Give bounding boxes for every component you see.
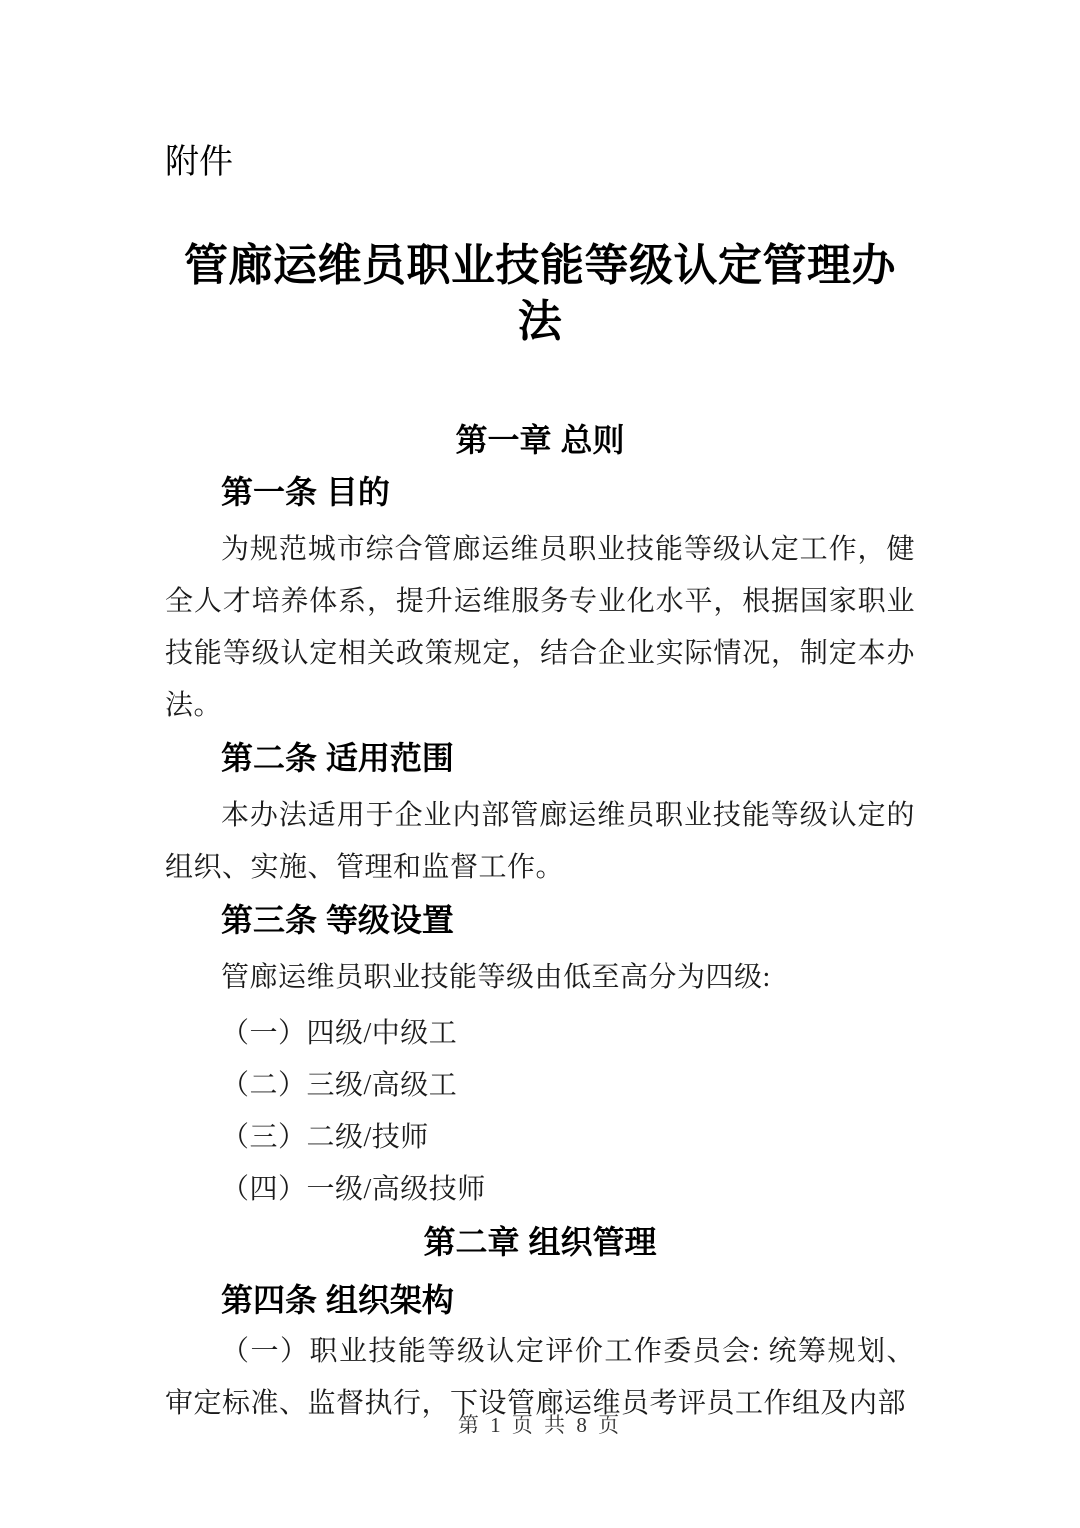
article-4-paragraph: （一）职业技能等级认定评价工作委员会: 统筹规划、审定标准、监督执行，下设管廊运维员考评员工作组及内部	[165, 1336, 915, 1419]
attachment-label: 附件	[165, 143, 233, 181]
article-1-paragraph: 为规范城市综合管廊运维员职业技能等级认定工作，健全人才培养体系，提升运维服务专业化水平，根据国家职业技能等级认定相关政策规定，结合企业实际情况，制定本办法。	[165, 534, 915, 721]
article-3-heading: 第三条 等级设置	[221, 902, 454, 938]
grade-level-item-1: （一）四级/中级工	[221, 1018, 458, 1049]
grade-level-list	[165, 1008, 915, 1216]
chapter-1-heading: 第一章 总则	[455, 422, 625, 458]
grade-level-item-3: （三）二级/技师	[221, 1122, 429, 1153]
article-3-paragraph: 管廊运维员职业技能等级由低至高分为四级:	[221, 962, 771, 993]
article-4-heading: 第四条 组织架构	[221, 1282, 454, 1318]
page-footer: 第 1 页 共 8 页	[457, 1413, 623, 1437]
grade-level-item-2: （二）三级/高级工	[221, 1070, 458, 1101]
article-1-heading: 第一条 目的	[221, 474, 390, 510]
chapter-2-heading: 第二章 组织管理	[423, 1224, 657, 1260]
article-2-heading: 第二条 适用范围	[221, 740, 454, 776]
grade-level-item-4: （四）一级/高级技师	[221, 1174, 486, 1205]
document-title: 管廊运维员职业技能等级认定管理办法	[184, 241, 896, 346]
article-2-paragraph: 本办法适用于企业内部管廊运维员职业技能等级认定的组织、实施、管理和监督工作。	[165, 800, 915, 883]
